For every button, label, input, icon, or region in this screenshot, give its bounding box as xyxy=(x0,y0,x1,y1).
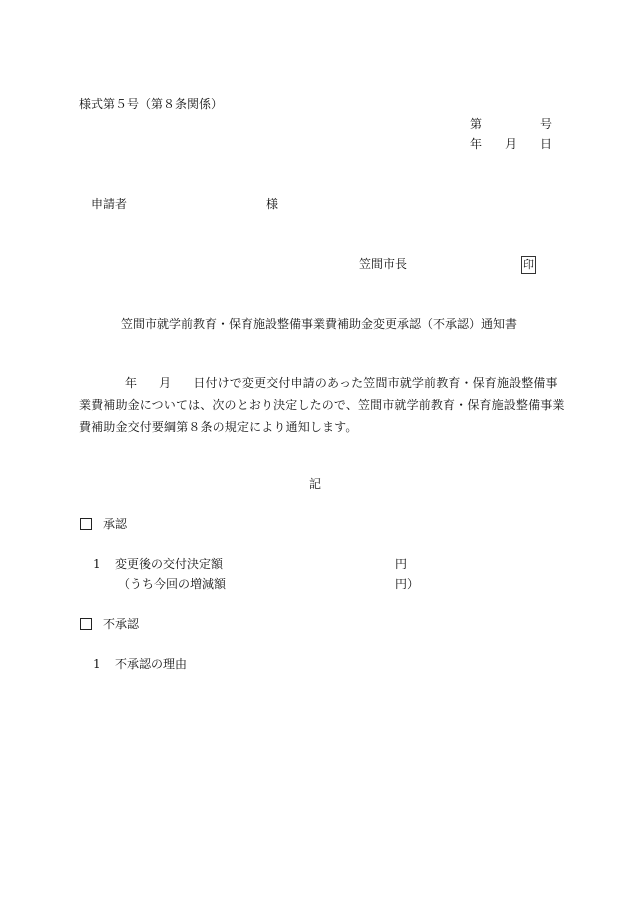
approval-sub-label: （うち今回の増減額 xyxy=(118,577,227,591)
body-line-1 xyxy=(79,372,565,394)
body-line-3: 費補助金交付要綱第８条の規定により通知します。 xyxy=(79,420,358,434)
date-month: 月 xyxy=(505,137,518,151)
approval-item-label: 変更後の交付決定額 xyxy=(115,557,224,571)
date-day: 日 xyxy=(540,137,553,151)
form-number: 様式第５号（第８条関係） xyxy=(79,97,224,111)
body-line-2: 業費補助金については、次のとおり決定したので、笠間市就学前教育・保育施設整備事業 xyxy=(79,398,565,412)
document-title: 笠間市就学前教育・保育施設整備事業費補助金変更承認（不承認）通知書 xyxy=(121,317,518,331)
body-year: 年 xyxy=(125,376,138,390)
approval-item-unit: 円 xyxy=(395,557,408,571)
approval-item-number: 1 xyxy=(93,557,101,571)
approval-label: 承認 xyxy=(103,517,128,531)
approval-checkbox[interactable] xyxy=(80,518,92,531)
disapproval-item-number: 1 xyxy=(93,657,101,671)
seal-text: 印 xyxy=(521,256,536,274)
disapproval-checkbox[interactable] xyxy=(80,618,92,631)
number-suffix: 号 xyxy=(540,117,553,131)
body-month: 月 xyxy=(159,376,172,390)
disapproval-checkbox-box[interactable] xyxy=(80,618,92,630)
date-year: 年 xyxy=(470,137,483,151)
body-paragraph xyxy=(79,372,565,438)
applicant-label: 申請者 xyxy=(91,197,128,211)
approval-sub-unit: 円） xyxy=(395,577,420,591)
ki-heading: 記 xyxy=(309,477,322,491)
disapproval-item-label: 不承認の理由 xyxy=(115,657,188,671)
applicant-honorific: 様 xyxy=(266,197,279,211)
disapproval-label: 不承認 xyxy=(103,617,140,631)
body-line-1-text: 日付けで変更交付申請のあった笠間市就学前教育・保育施設整備事 xyxy=(193,376,558,390)
number-prefix: 第 xyxy=(470,117,483,131)
issuer-title: 笠間市長 xyxy=(359,257,408,271)
approval-checkbox-box[interactable] xyxy=(80,518,92,530)
seal-mark xyxy=(521,256,536,274)
